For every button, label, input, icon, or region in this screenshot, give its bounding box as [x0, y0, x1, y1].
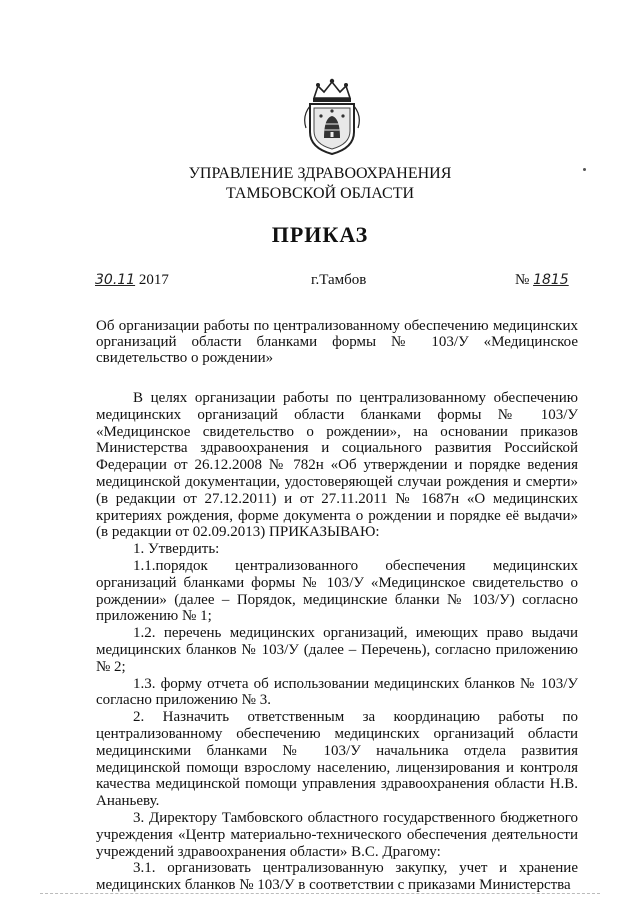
- clause-2: 2. Назначить ответственным за координацию работы по централизованному обеспечению медицинских организаций области медицинскими бланками № 103/У начальника отдела развития медицинской помощи взрослому населению, лицензирования и контроля качества медицинской помощи управления здравоохранения области Н.В. Ананьеву.: [96, 709, 578, 810]
- order-number: [515, 271, 569, 289]
- preamble-paragraph: В целях организации работы по централизованному обеспечению медицинских организаций области бланками формы № 103/У «Медицинское свидетельство о рождении», на основании приказов Министерства здравоохранения и социального развития Российской Федерации от 26.12.2008 № 782н «Об утверждении и порядке ведения медицинской документации, удостоверяющей случаи рождения и смерти» (в редакции от 27.12.2011) и от 27.11.2011 № 1687н «О медицинских критериях рождения, форме документа о рождении и порядке её выдачи» (в редакции от 02.09.2013) ПРИКАЗЫВАЮ:: [96, 390, 578, 541]
- organization-name-line2: ТАМБОВСКОЙ ОБЛАСТИ: [225, 185, 415, 202]
- page-bottom-edge: [40, 893, 600, 894]
- handwritten-number: 1815: [533, 272, 569, 288]
- tambov-coat-of-arms-icon: [300, 76, 364, 156]
- clause-1: 1. Утвердить:: [133, 541, 220, 558]
- order-body: [96, 390, 578, 894]
- clause-3: 3. Директору Тамбовского областного государственного бюджетного учреждения «Центр материально-технического обеспечения деятельности учреждений здравоохранения области» В.С. Драгому:: [96, 809, 578, 860]
- clause-1-2: 1.2. перечень медицинских организаций, имеющих право выдачи медицинских бланков № 103/У (далее – Перечень), согласно приложению № 2;: [96, 625, 578, 675]
- handwritten-date: 30.11: [95, 272, 136, 288]
- clause-1-1: 1.1.порядок централизованного обеспечения медицинских организаций бланками формы № 103/У «Медицинское свидетельство о рождении» (далее – Порядок, медицинские бланки № 103/У) согласно приложению № 1;: [96, 557, 578, 625]
- order-year: 2017: [138, 272, 169, 288]
- order-city: г.Тамбов: [311, 272, 367, 288]
- clause-1-3: 1.3. форму отчета об использовании медицинских бланков № 103/У согласно приложению № 3.: [96, 675, 578, 709]
- order-subject: Об организации работы по централизованному обеспечению медицинских организаций области бланками формы № 103/У «Медицинское свидетельство о рождении»: [96, 318, 578, 366]
- document-title: ПРИКАЗ: [271, 222, 369, 247]
- number-prefix: №: [515, 272, 530, 288]
- clause-3-1: 3.1. организовать централизованную закупку, учет и хранение медицинских бланков № 103/У в соответствии с приказами Министерства: [96, 860, 578, 894]
- order-date: [95, 271, 169, 289]
- scan-speck: [583, 168, 586, 171]
- organization-name-line1: УПРАВЛЕНИЕ ЗДРАВООХРАНЕНИЯ: [188, 165, 452, 182]
